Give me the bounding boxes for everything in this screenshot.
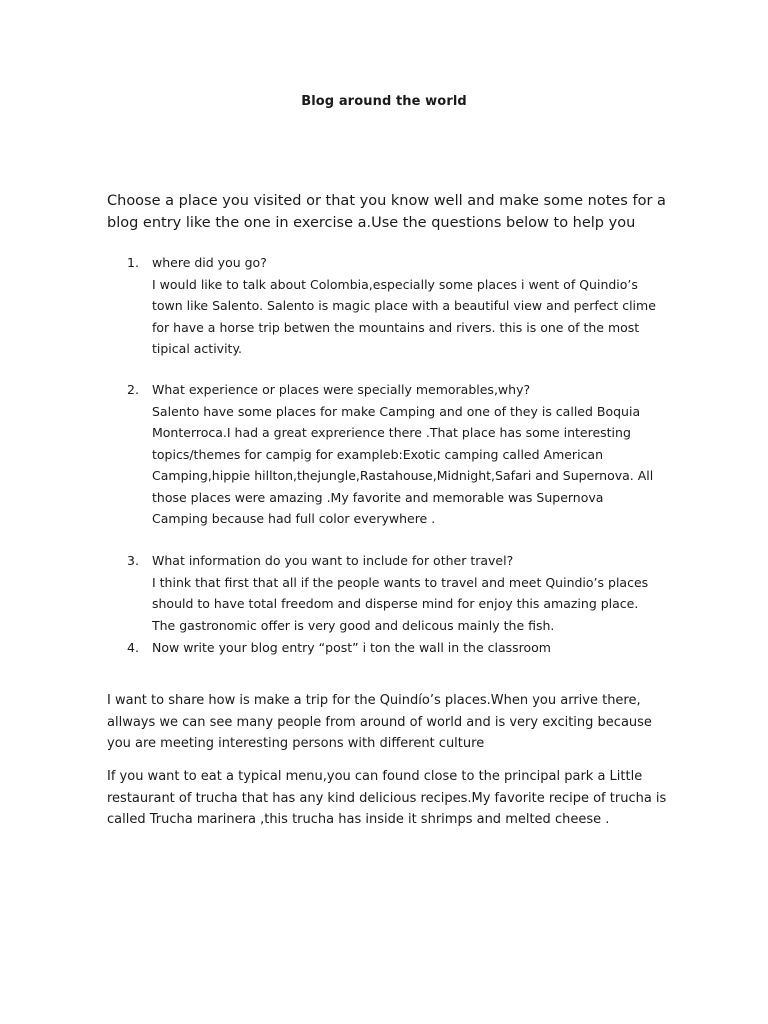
answer-text: I think that first that all if the people wants to travel and meet Quindio’s places should to have total freedom and disperse mind for enjoy this amazing place. The gastronomic offer is very good and delicous mainly the fish. [152,574,649,633]
question-text: where did you go? [152,255,267,270]
question-text: Now write your blog entry “post” i ton the wall in the classroom [152,640,551,655]
blog-paragraph: I want to share how is make a trip for the Quindío’s places.When you arrive there, allways we can see many people from around of world and is very exciting because you are meeting interesting persons with different culture [107,693,652,751]
question-number: 2. [127,382,139,397]
answer-text: I would like to talk about Colombia,especially some places i went of Quindio’s town like Salento. Salento is magic place with a beautiful view and perfect clime for have a horse trip betwen the mountains and rivers. this is one of the most tipical activity. [152,276,656,356]
question-text: What experience or places were specially memorables,why? [152,382,531,397]
blog-paragraph: If you want to eat a typical menu,you can found close to the principal park a Little restaurant of trucha that has any kind delicious recipes.My favorite recipe of trucha is called Trucha marinera ,this trucha has inside it shrimps and melted cheese . [107,769,667,827]
question-number: 1. [127,255,139,270]
instructions-paragraph: Choose a place you visited or that you know well and make some notes for a blog entry like the one in exercise a.Use the questions below to help you [107,193,666,231]
question-number: 3. [127,553,139,568]
question-number: 4. [127,640,139,655]
answer-text: Salento have some places for make Camping and one of they is called Boquia Monterroca.I had a great exprerience there .That place has some interesting topics/themes for campig for exampleb:Exotic camping called American Camping,hippie hillton,thejungle,Rastahouse,Midnight,Safari and Supernova. All those places were amazing .My favorite and memorable was Supernova Camping because had full color everywhere . [152,403,654,526]
document-title: Blog around the world [301,94,467,109]
question-text: What information do you want to include for other travel? [152,553,514,568]
